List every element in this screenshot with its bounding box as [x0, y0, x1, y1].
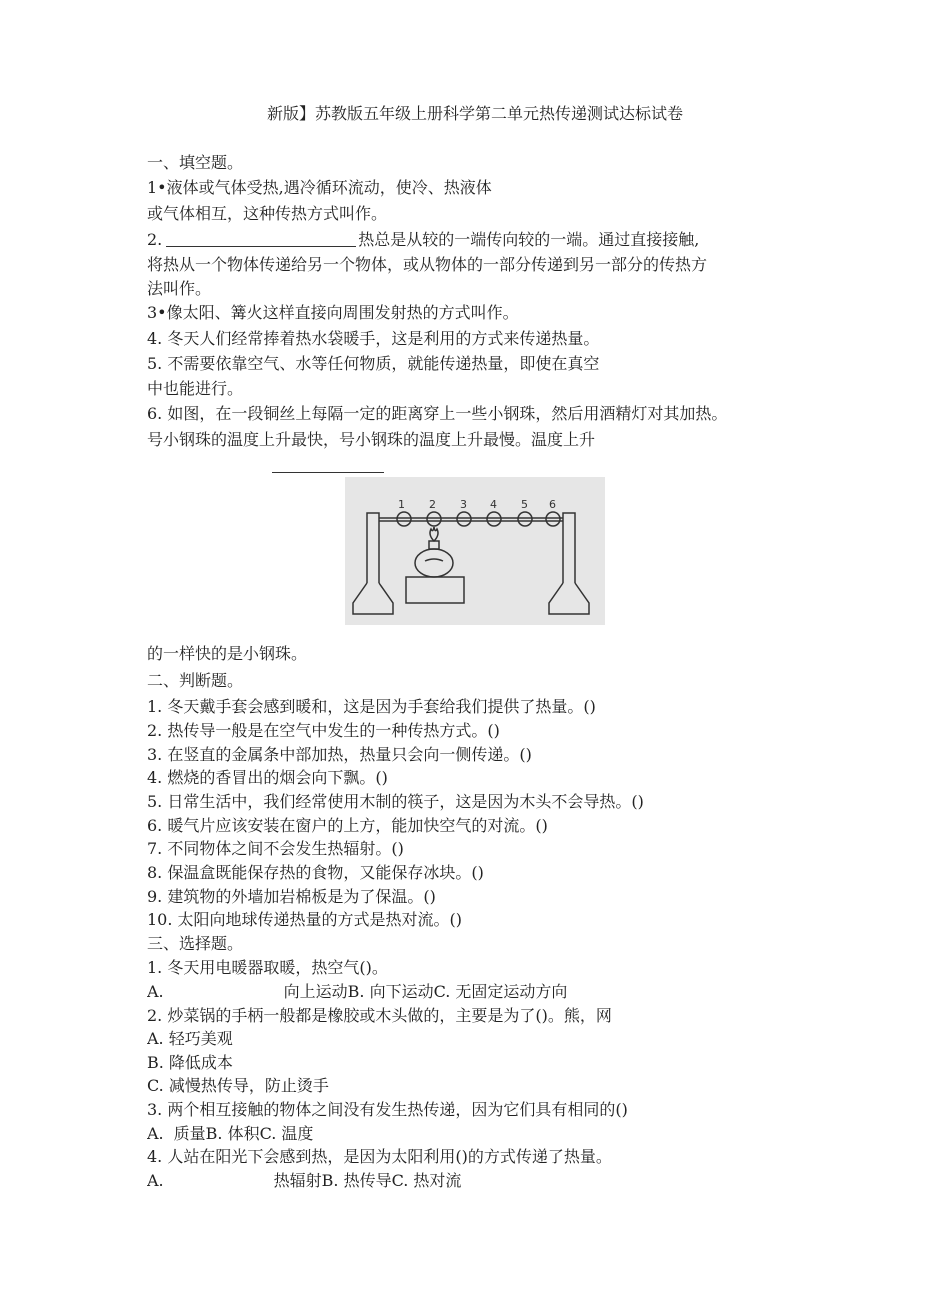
right-stand-pole: [563, 513, 575, 583]
apparatus-diagram: [345, 477, 605, 625]
judge-item-10: 10. 太阳向地球传递热量的方式是热对流。(): [147, 910, 463, 929]
fill-question-2-text: 热总是从较的一端传向较的一端。通过直接接触,: [358, 230, 700, 249]
ball-label-5: 5: [521, 498, 528, 511]
section-heading-choice: 三、选择题。: [147, 934, 244, 953]
fill-question-2-line-2: 将热从一个物体传递给另一个物体，或从物体的一部分传递到另一部分的传热方: [147, 255, 708, 274]
fill-question-2-number: 2.: [147, 230, 163, 249]
steel-ball-2: [427, 512, 441, 526]
judge-item-9: 9. 建筑物的外墙加岩棉板是为了保温。(): [147, 887, 436, 906]
ball-label-3: 3: [460, 498, 467, 511]
section-heading-fill-blank: 一、填空题。: [147, 153, 244, 172]
judge-item-4: 4. 燃烧的香冒出的烟会向下飘。(): [147, 768, 388, 787]
choice-question-4: 4. 人站在阳光下会感到热，是因为太阳利用()的方式传递了热量。: [147, 1147, 612, 1166]
ball-label-4: 4: [490, 498, 497, 511]
choice-question-1-options: [147, 981, 867, 1003]
judge-item-8: 8. 保温盒既能保存热的食物，又能保存冰块。(): [147, 863, 484, 882]
answer-blank: [166, 230, 356, 247]
option-a-marker: A.: [147, 1171, 164, 1190]
fill-question-1-line-1: 1•液体或气体受热,遇冷循环流动，使冷、热液体: [147, 178, 492, 197]
choice-question-4-options: [147, 1170, 867, 1192]
ball-label-6: 6: [549, 498, 556, 511]
left-stand-pole: [367, 513, 379, 583]
choice-options-text: 向上运动B. 向下运动C. 无固定运动方向: [283, 982, 568, 1001]
choice-question-2-option-c: C. 减慢热传导，防止烫手: [147, 1076, 329, 1095]
steel-ball-3: [457, 512, 471, 526]
heat-conduction-figure: [345, 477, 605, 625]
choice-options-text: 热辐射B. 热传导C. 热对流: [273, 1171, 462, 1190]
judge-item-7: 7. 不同物体之间不会发生热辐射。(): [147, 839, 404, 858]
lamp-body: [415, 549, 453, 577]
choice-question-2: 2. 炒菜锅的手柄一般都是橡胶或木头做的，主要是为了()。熊，网: [147, 1006, 612, 1025]
flame: [430, 527, 438, 541]
judge-item-3: 3. 在竖直的金属条中部加热，热量只会向一侧传递。(): [147, 745, 532, 764]
section-heading-judgement: 二、判断题。: [147, 671, 244, 690]
choice-question-1: 1. 冬天用电暖器取暖，热空气()。: [147, 958, 388, 977]
choice-question-2-option-a: A. 轻巧美观: [147, 1029, 233, 1048]
choice-question-2-option-b: B. 降低成本: [147, 1053, 233, 1072]
left-stand-base: [353, 583, 393, 614]
fill-question-4: 4. 冬天人们经常捧着热水袋暖手，这是利用的方式来传递热量。: [147, 329, 600, 348]
document-title: 新版】苏教版五年级上册科学第二单元热传递测试达标试卷: [266, 104, 683, 123]
answer-blank-line: [272, 472, 384, 473]
option-a-marker: A.: [147, 982, 164, 1001]
lamp-block: [406, 577, 464, 603]
ball-label-2: 2: [429, 498, 436, 511]
lamp-neck: [429, 541, 439, 549]
choice-question-3-options: [147, 1123, 867, 1145]
choice-question-3: 3. 两个相互接触的物体之间没有发生热传递，因为它们具有相同的(): [147, 1100, 628, 1119]
judge-item-6: 6. 暖气片应该安装在窗户的上方，能加快空气的对流。(): [147, 816, 548, 835]
steel-ball-4: [487, 512, 501, 526]
option-a-marker: A.: [147, 1124, 164, 1143]
fill-question-2-line-3: 法叫作。: [147, 279, 212, 298]
judge-item-2: 2. 热传导一般是在空气中发生的一种传热方式。(): [147, 721, 500, 740]
fill-question-5-line-1: 5. 不需要依靠空气、水等任何物质，就能传递热量，即使在真空: [147, 354, 600, 373]
choice-options-text: 质量B. 体积C. 温度: [173, 1124, 314, 1143]
ball-label-1: 1: [398, 498, 405, 511]
fill-question-6-line-2: 号小钢珠的温度上升最快，号小钢珠的温度上升最慢。温度上升: [147, 430, 596, 449]
judge-item-1: 1. 冬天戴手套会感到暖和，这是因为手套给我们提供了热量。(): [147, 697, 596, 716]
fill-question-3: 3•像太阳、篝火这样直接向周围发射热的方式叫作。: [147, 303, 519, 322]
fill-question-6-line-1: 6. 如图，在一段铜丝上每隔一定的距离穿上一些小钢珠，然后用酒精灯对其加热。: [147, 404, 728, 423]
right-stand-base: [549, 583, 589, 614]
steel-ball-6: [546, 512, 560, 526]
fill-question-6-line-3: 的一样快的是小钢珠。: [147, 644, 308, 663]
fill-question-1-line-2: 或气体相互，这种传热方式叫作。: [147, 204, 388, 223]
fill-question-5-line-2: 中也能进行。: [147, 379, 244, 398]
judge-item-5: 5. 日常生活中，我们经常使用木制的筷子，这是因为木头不会导热。(): [147, 792, 644, 811]
fill-question-2-line-1: [147, 229, 867, 251]
steel-ball-1: [397, 512, 411, 526]
steel-ball-5: [518, 512, 532, 526]
